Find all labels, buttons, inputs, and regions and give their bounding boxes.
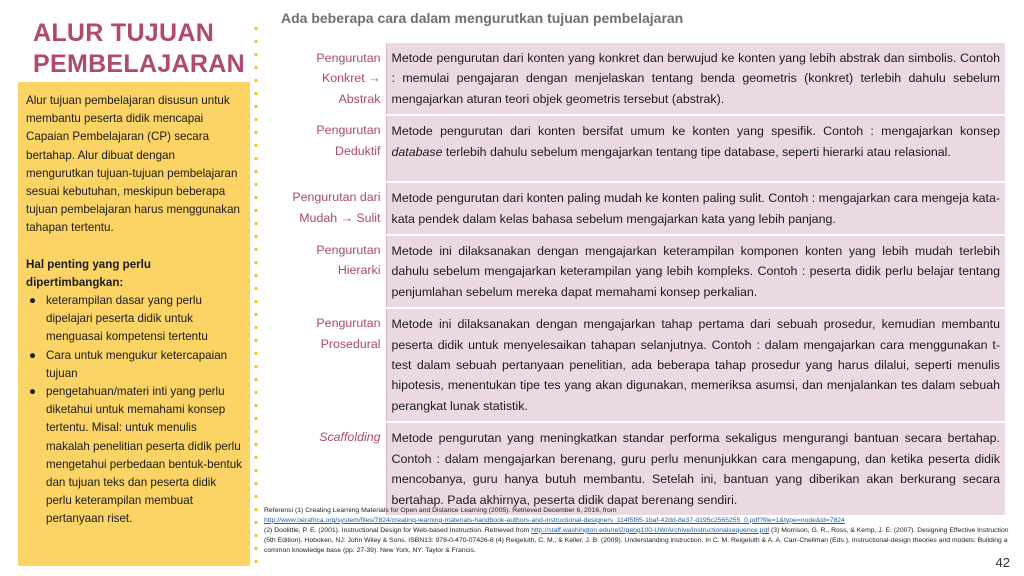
method-label: Pengurutan Prosedural (271, 308, 386, 422)
method-label: Pengurutan Hierarki (271, 235, 386, 308)
bullet-icon: ● (29, 348, 37, 362)
info-box (18, 82, 250, 566)
method-description: Metode pengurutan dari konten paling mudah ke konten paling sulit. Contoh : mengajarkan cara mengeja kata-kata pendek dalam kelas bahasa sebelum mengajarkan kata yang lebih panjang. (386, 182, 1005, 235)
table-row (271, 308, 1005, 422)
table-row (271, 43, 1005, 115)
list-item (26, 383, 242, 529)
reference-link[interactable]: http://www.oerafrica.org/system/files/7824/creating-learning-materials-handbook-authors-and-instructional-designers_114f5f85-1baf-42dd-8e37-d195c2565255_0.pdf?file=1&type=node&id=7824 (264, 516, 845, 524)
method-description: Metode ini dilaksanakan dengan mengajarkan keterampilan komponen konten yang lebih mudah terlebih dahulu sebelum mengajarkan keterampilan yang lebih kompleks. Contoh : peserta didik perlu belajar tentang penjumlahan sebelum mereka dapat memahami konsep perkalian. (386, 235, 1005, 308)
list-item-text: keterampilan dasar yang perlu dipelajari peserta didik untuk menguasai kompetensi tertentu (46, 294, 208, 344)
reference-link[interactable]: http://staff.washington.edu/rel2/geog100-UW/Archive/instructionalsequence.pdf (531, 526, 770, 534)
method-description: Metode ini dilaksanakan dengan mengajarkan tahap pertama dari sebuah prosedur, kemudian membantu peserta didik untuk menyelesaikan tahapan selanjutnya. Contoh : dalam mengajarkan cara menggunakan t-test dalam sebuah pertanyaan penelitian, ada beberapa tahap prosedur yang harus dilalui, seperti menulis hipotesis, menentukan tipe tes yang akan digunakan, memeriksa asumsi, dan menjalankan tes dalam sebuah perangkat lunak statistik. (386, 308, 1005, 422)
spacer (26, 238, 242, 256)
slide-title-line2: PEMBELAJARAN (33, 50, 245, 78)
method-label: Scaffolding (271, 422, 386, 516)
method-description: Metode pengurutan dari konten yang konkret dan berwujud ke konten yang lebih abstrak dan simbolis. Contoh : memulai pengajaran dengan menjelaskan tentang benda geometris (konkret) terlebih dahulu sebelum mengajarkan aturan teori objek geometris tersebut (abstrak). (386, 43, 1005, 115)
method-description: Metode pengurutan yang meningkatkan standar performa sekaligus mengurangi bantuan secara bertahap. Contoh : dalam mengajarkan berenang, guru perlu menunjukkan cara mengapung, dan ketika peserta didik mencobanya, guru hanya butuh membantu. Setelah ini, bantuan yang diberikan akan berkurang secara bertahap. Pada akhirnya, peserta didik dapat berenang sendiri. (386, 422, 1005, 516)
list-item (26, 347, 242, 383)
list-item-text: Cara untuk mengukur ketercapaian tujuan (46, 348, 228, 380)
table-row (271, 115, 1005, 182)
dotted-divider (254, 22, 258, 570)
list-item-text: pengetahuan/materi inti yang perlu diketahui untuk memahami konsep tertentu. Misal: untuk menulis makalah penelitian peserta didik perlu mengetahui perbedaan bentuk-bentuk dan tujuan teks dan peserta didik perlu keterampilan membuat pertanyaan riset. (46, 385, 242, 526)
slide-title (33, 18, 248, 80)
bullet-icon: ● (29, 385, 37, 399)
table-row (271, 422, 1005, 516)
table-row (271, 182, 1005, 235)
page-number: 42 (995, 555, 1010, 570)
table-row (271, 235, 1005, 308)
slide-title-line1: ALUR TUJUAN (33, 19, 215, 47)
info-heading: Hal penting yang perlu dipertimbangkan: (26, 257, 151, 289)
method-label: Pengurutan Konkret → Abstrak (271, 43, 386, 115)
sequencing-methods-table (271, 43, 1005, 517)
italic-term: database (391, 144, 443, 159)
list-item (26, 292, 242, 347)
considerations-list (26, 292, 242, 529)
section-subtitle: Ada beberapa cara dalam mengurutkan tujuan pembelajaran (281, 10, 684, 26)
bullet-icon: ● (29, 294, 37, 308)
method-label: Pengurutan Deduktif (271, 115, 386, 182)
info-intro: Alur tujuan pembelajaran disusun untuk membantu peserta didik mencapai Capaian Pembelajaran (CP) secara bertahap. Alur dibuat dengan mengurutkan tujuan-tujuan pembelajaran sesuai kebutuhan, meskipun beberapa tujuan pembelajaran harus menggunakan tahapan tertentu. (26, 94, 240, 235)
method-label: Pengurutan dari Mudah → Sulit (271, 182, 386, 235)
references: Referensi (1) Creating Learning Materials for Open and Distance Learning (2005). Retrieved December 6, 2016, from http://www.oerafrica.org/system/files/7824/creating-learning-materials-handbook-authors-and-instructional-designers_114f5f85-1baf-42dd-8e37-d195c2565255_0.pdf?file=1&type=node&id=7824 (2) Doolittle, P. E. (2001). Instructional Design for Web-based Instruction. Retrieved from http://staff.washington.edu/rel2/geog100-UW/Archive/instructionalsequence.pdf (3) Morrison, G. R., Ross, & Kemp, J. E. (2007). Designing Effective Instruction (5th Edition). Hoboken, NJ: John Wiley & Sons. ISBN13: 978-0-470-07426-8 (4) Reigeluth, C. M., & Keller, J. B. (2009). Understanding instruction. In C. M. Reigeluth & A. A. Carr-Chellman (Eds.), Instructional-design theories and models: Building a common knowledge base (pp. 27-39). New York, NY: Taylor & Francis. (264, 507, 1009, 554)
method-description: Metode pengurutan dari konten bersifat umum ke konten yang spesifik. Contoh : mengajarkan konsep database terlebih dahulu sebelum mengajarkan tentang tipe database, seperti hierarki atau relasional. (386, 115, 1005, 182)
